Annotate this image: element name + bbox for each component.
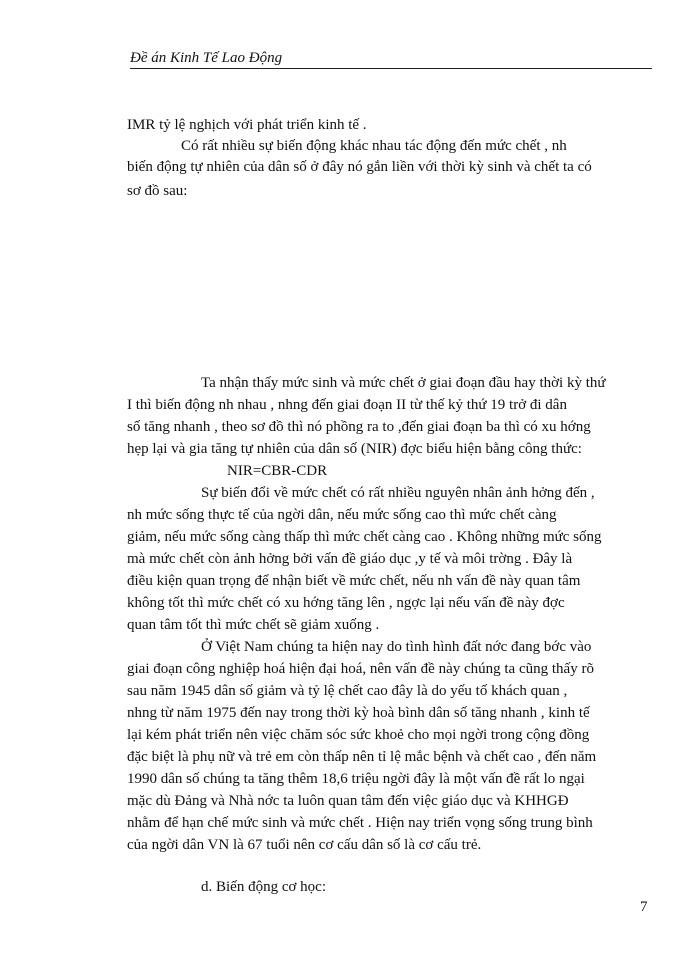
body-line: nhng từ năm 1975 đến nay trong thời kỳ hoà bình dân số tăng nhanh , kinh tế: [127, 705, 590, 721]
body-line: Ta nhận thấy mức sinh và mức chết ở giai đoạn đầu hay thời kỳ thứ: [201, 375, 606, 391]
body-line: của ngời dân VN là 67 tuổi nên cơ cấu dân số là cơ cấu trẻ.: [127, 837, 482, 853]
body-line: giảm, nếu mức sống càng thấp thì mức chết càng cao . Không những mức sống: [127, 529, 602, 545]
body-line: Sự biến đổi về mức chết có rất nhiều nguyên nhân ảnh hởng đến ,: [201, 485, 595, 501]
body-line: nhằm để hạn chế mức sinh và mức chết . Hiện nay triển vọng sống trung bình: [127, 815, 593, 831]
body-line: quan tâm tốt thì mức chết sẽ giảm xuống .: [127, 617, 380, 633]
body-line: IMR tỷ lệ nghịch với phát triển kinh tế .: [127, 117, 367, 133]
body-line: sau năm 1945 dân số giảm và tỷ lệ chết cao đây là do yếu tố khách quan ,: [127, 683, 568, 699]
body-line: Ở Việt Nam chúng ta hiện nay do tình hình đất nớc đang bớc vào: [201, 639, 592, 655]
body-line: nh mức sống thực tế của ngời dân, nếu mức sống cao thì mức chết càng: [127, 507, 557, 523]
body-line: không tốt thì mức chết có xu hớng tăng lên , ngợc lại nếu vấn đề này đợc: [127, 595, 565, 611]
body-line: 1990 dân số chúng ta tăng thêm 18,6 triệu ngời đây là một vấn đề rất lo ngại: [127, 771, 585, 787]
body-line: lại kém phát triển nên việc chăm sóc sức khoẻ cho mọi ngời trong cộng đồng: [127, 727, 590, 743]
page-number: 7: [640, 899, 648, 915]
formula: NIR=CBR-CDR: [227, 463, 328, 479]
section-heading: d. Biến động cơ học:: [201, 879, 326, 895]
body-line: I thì biến động nh nhau , nhng đến giai đoạn II từ thế kỷ thứ 19 trở đi dân: [127, 397, 567, 413]
body-line: giai đoạn công nghiệp hoá hiện đại hoá, nên vấn đề này chúng ta cũng thấy rõ: [127, 661, 594, 677]
body-line: Có rất nhiều sự biến động khác nhau tác động đến mức chết , nh: [181, 138, 567, 154]
body-line: đặc biệt là phụ nữ và trẻ em còn thấp nên tỉ lệ mắc bệnh và chết cao , đến năm: [127, 749, 597, 765]
body-line: hẹp lại và gia tăng tự nhiên của dân số (NIR) đợc biểu hiện bằng công thức:: [127, 441, 582, 457]
body-line: biến động tự nhiên của dân số ở đây nó gắn liền với thời kỳ sinh và chết ta có: [127, 159, 592, 175]
body-line: số tăng nhanh , theo sơ đồ thì nó phồng ra to ,đến giai đoạn ba thì có xu hớng: [127, 419, 591, 435]
page-header: Đề án Kinh Tế Lao Động: [130, 50, 652, 69]
body-line: sơ đồ sau:: [127, 183, 188, 199]
body-line: mặc dù Đảng và Nhà nớc ta luôn quan tâm đến việc giáo dục và KHHGĐ: [127, 793, 569, 809]
body-line: điều kiện quan trọng để nhận biết về mức chết, nếu nh vấn đề này quan tâm: [127, 573, 581, 589]
body-line: mà mức chết còn ảnh hởng bởi vấn đề giáo dục ,y tế và môi trờng . Đây là: [127, 551, 573, 567]
